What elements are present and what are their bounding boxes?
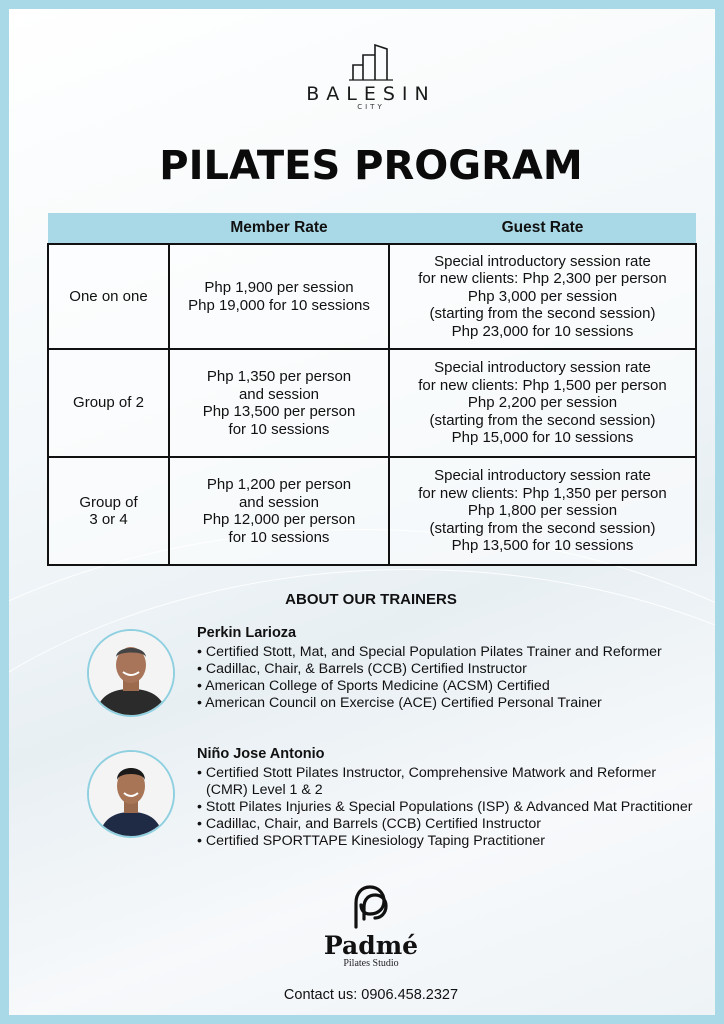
cell-line: Php 19,000 for 10 sessions <box>188 296 370 314</box>
studio-subtitle: Pilates Studio <box>343 958 399 969</box>
cell-line: for 10 sessions <box>228 420 330 438</box>
member-rate-cell <box>169 457 389 565</box>
list-item: • Cadillac, Chair, and Barrels (CCB) Certified Instructor <box>197 816 697 833</box>
cell-line: Php 13,500 for 10 sessions <box>451 537 634 555</box>
cell-line: Php 15,000 for 10 sessions <box>451 429 634 447</box>
table-header-guest-rate: Guest Rate <box>389 213 696 244</box>
cell-line: and session <box>238 493 320 511</box>
padme-p-logo-icon <box>348 883 394 929</box>
session-type-cell <box>48 244 169 349</box>
table-header-member-rate: Member Rate <box>169 213 389 244</box>
guest-rate-cell <box>389 244 696 349</box>
brand-subtitle: CITY <box>357 103 385 111</box>
cell-line: Php 1,800 per session <box>467 502 618 520</box>
list-item: • Stott Pilates Injuries & Special Populations (ISP) & Advanced Mat Practitioner <box>197 799 697 816</box>
list-item: • American Council on Exercise (ACE) Certified Personal Trainer <box>197 695 697 712</box>
guest-rate-cell <box>389 349 696 457</box>
trainer-card <box>87 746 697 876</box>
cell-line: Php 3,000 per session <box>467 287 618 305</box>
trainer-name: Perkin Larioza <box>197 625 297 641</box>
rate-table <box>47 213 697 566</box>
cell-line: Php 1,350 per person <box>206 368 352 385</box>
cell-line: for new clients: Php 2,300 per person <box>418 270 667 288</box>
member-rate-cell <box>169 349 389 457</box>
session-type-cell <box>48 457 169 565</box>
list-item: • Cadillac, Chair, & Barrels (CCB) Certified Instructor <box>197 661 697 678</box>
cell-line: (starting from the second session) <box>429 411 656 429</box>
list-item: • American College of Sports Medicine (ACSM) Certified <box>197 678 697 695</box>
guest-rate-cell <box>389 457 696 565</box>
cell-line: for new clients: Php 1,500 per person <box>418 376 667 394</box>
table-header-row <box>48 213 696 244</box>
cell-line: Php 2,200 per session <box>467 394 618 412</box>
list-item: • Certified SPORTTAPE Kinesiology Taping Practitioner <box>197 833 697 850</box>
cell-line: Php 23,000 for 10 sessions <box>451 322 634 340</box>
brand-name: BALESIN <box>306 83 436 105</box>
cell-line: Php 1,900 per session <box>204 279 354 296</box>
cell-line: for 10 sessions <box>228 528 330 546</box>
table-row <box>48 349 696 457</box>
trainer-name: Niño Jose Antonio <box>197 746 325 762</box>
trainer-card <box>87 625 697 735</box>
table-row <box>48 244 696 349</box>
cell-line: for new clients: Php 1,350 per person <box>418 484 667 502</box>
balesin-logo <box>9 43 724 111</box>
member-rate-cell <box>169 244 389 349</box>
cell-line: Php 12,000 per person <box>202 511 356 528</box>
cell-line: Special introductory session rate <box>434 467 651 485</box>
avatar <box>87 750 175 838</box>
cell-line: (starting from the second session) <box>429 519 656 537</box>
credential-list <box>197 765 697 850</box>
trainer-photo <box>89 631 173 715</box>
table-header-blank <box>48 213 169 244</box>
trainer-info <box>197 625 697 712</box>
cell-line: Special introductory session rate <box>434 252 651 270</box>
cell-line: Group of 2 <box>73 394 144 412</box>
contact-line: Contact us: 0906.458.2327 <box>283 987 459 1003</box>
trainer-photo <box>89 752 173 836</box>
table-row <box>48 457 696 565</box>
credential-list <box>197 644 697 712</box>
trainer-info <box>197 746 697 850</box>
trainers-heading: ABOUT OUR TRAINERS <box>285 591 457 608</box>
cell-line: 3 or 4 <box>89 511 128 528</box>
avatar <box>87 629 175 717</box>
cell-line: Php 13,500 per person <box>202 403 356 420</box>
studio-name: Padmé <box>323 931 419 960</box>
padme-logo <box>9 883 724 969</box>
cell-line: Group of <box>79 493 138 511</box>
cell-line: and session <box>238 385 320 403</box>
building-skyline-icon <box>349 43 393 81</box>
list-item: • Certified Stott, Mat, and Special Population Pilates Trainer and Reformer <box>197 644 697 661</box>
cell-line: One on one <box>69 287 148 305</box>
cell-line: Special introductory session rate <box>434 359 651 377</box>
cell-line: (starting from the second session) <box>429 305 656 323</box>
page-title: PILATES PROGRAM <box>159 143 583 189</box>
session-type-cell <box>48 349 169 457</box>
cell-line: Php 1,200 per person <box>206 476 352 493</box>
list-item: • Certified Stott Pilates Instructor, Comprehensive Matwork and Reformer (CMR) Level 1 & 2 <box>197 765 697 799</box>
